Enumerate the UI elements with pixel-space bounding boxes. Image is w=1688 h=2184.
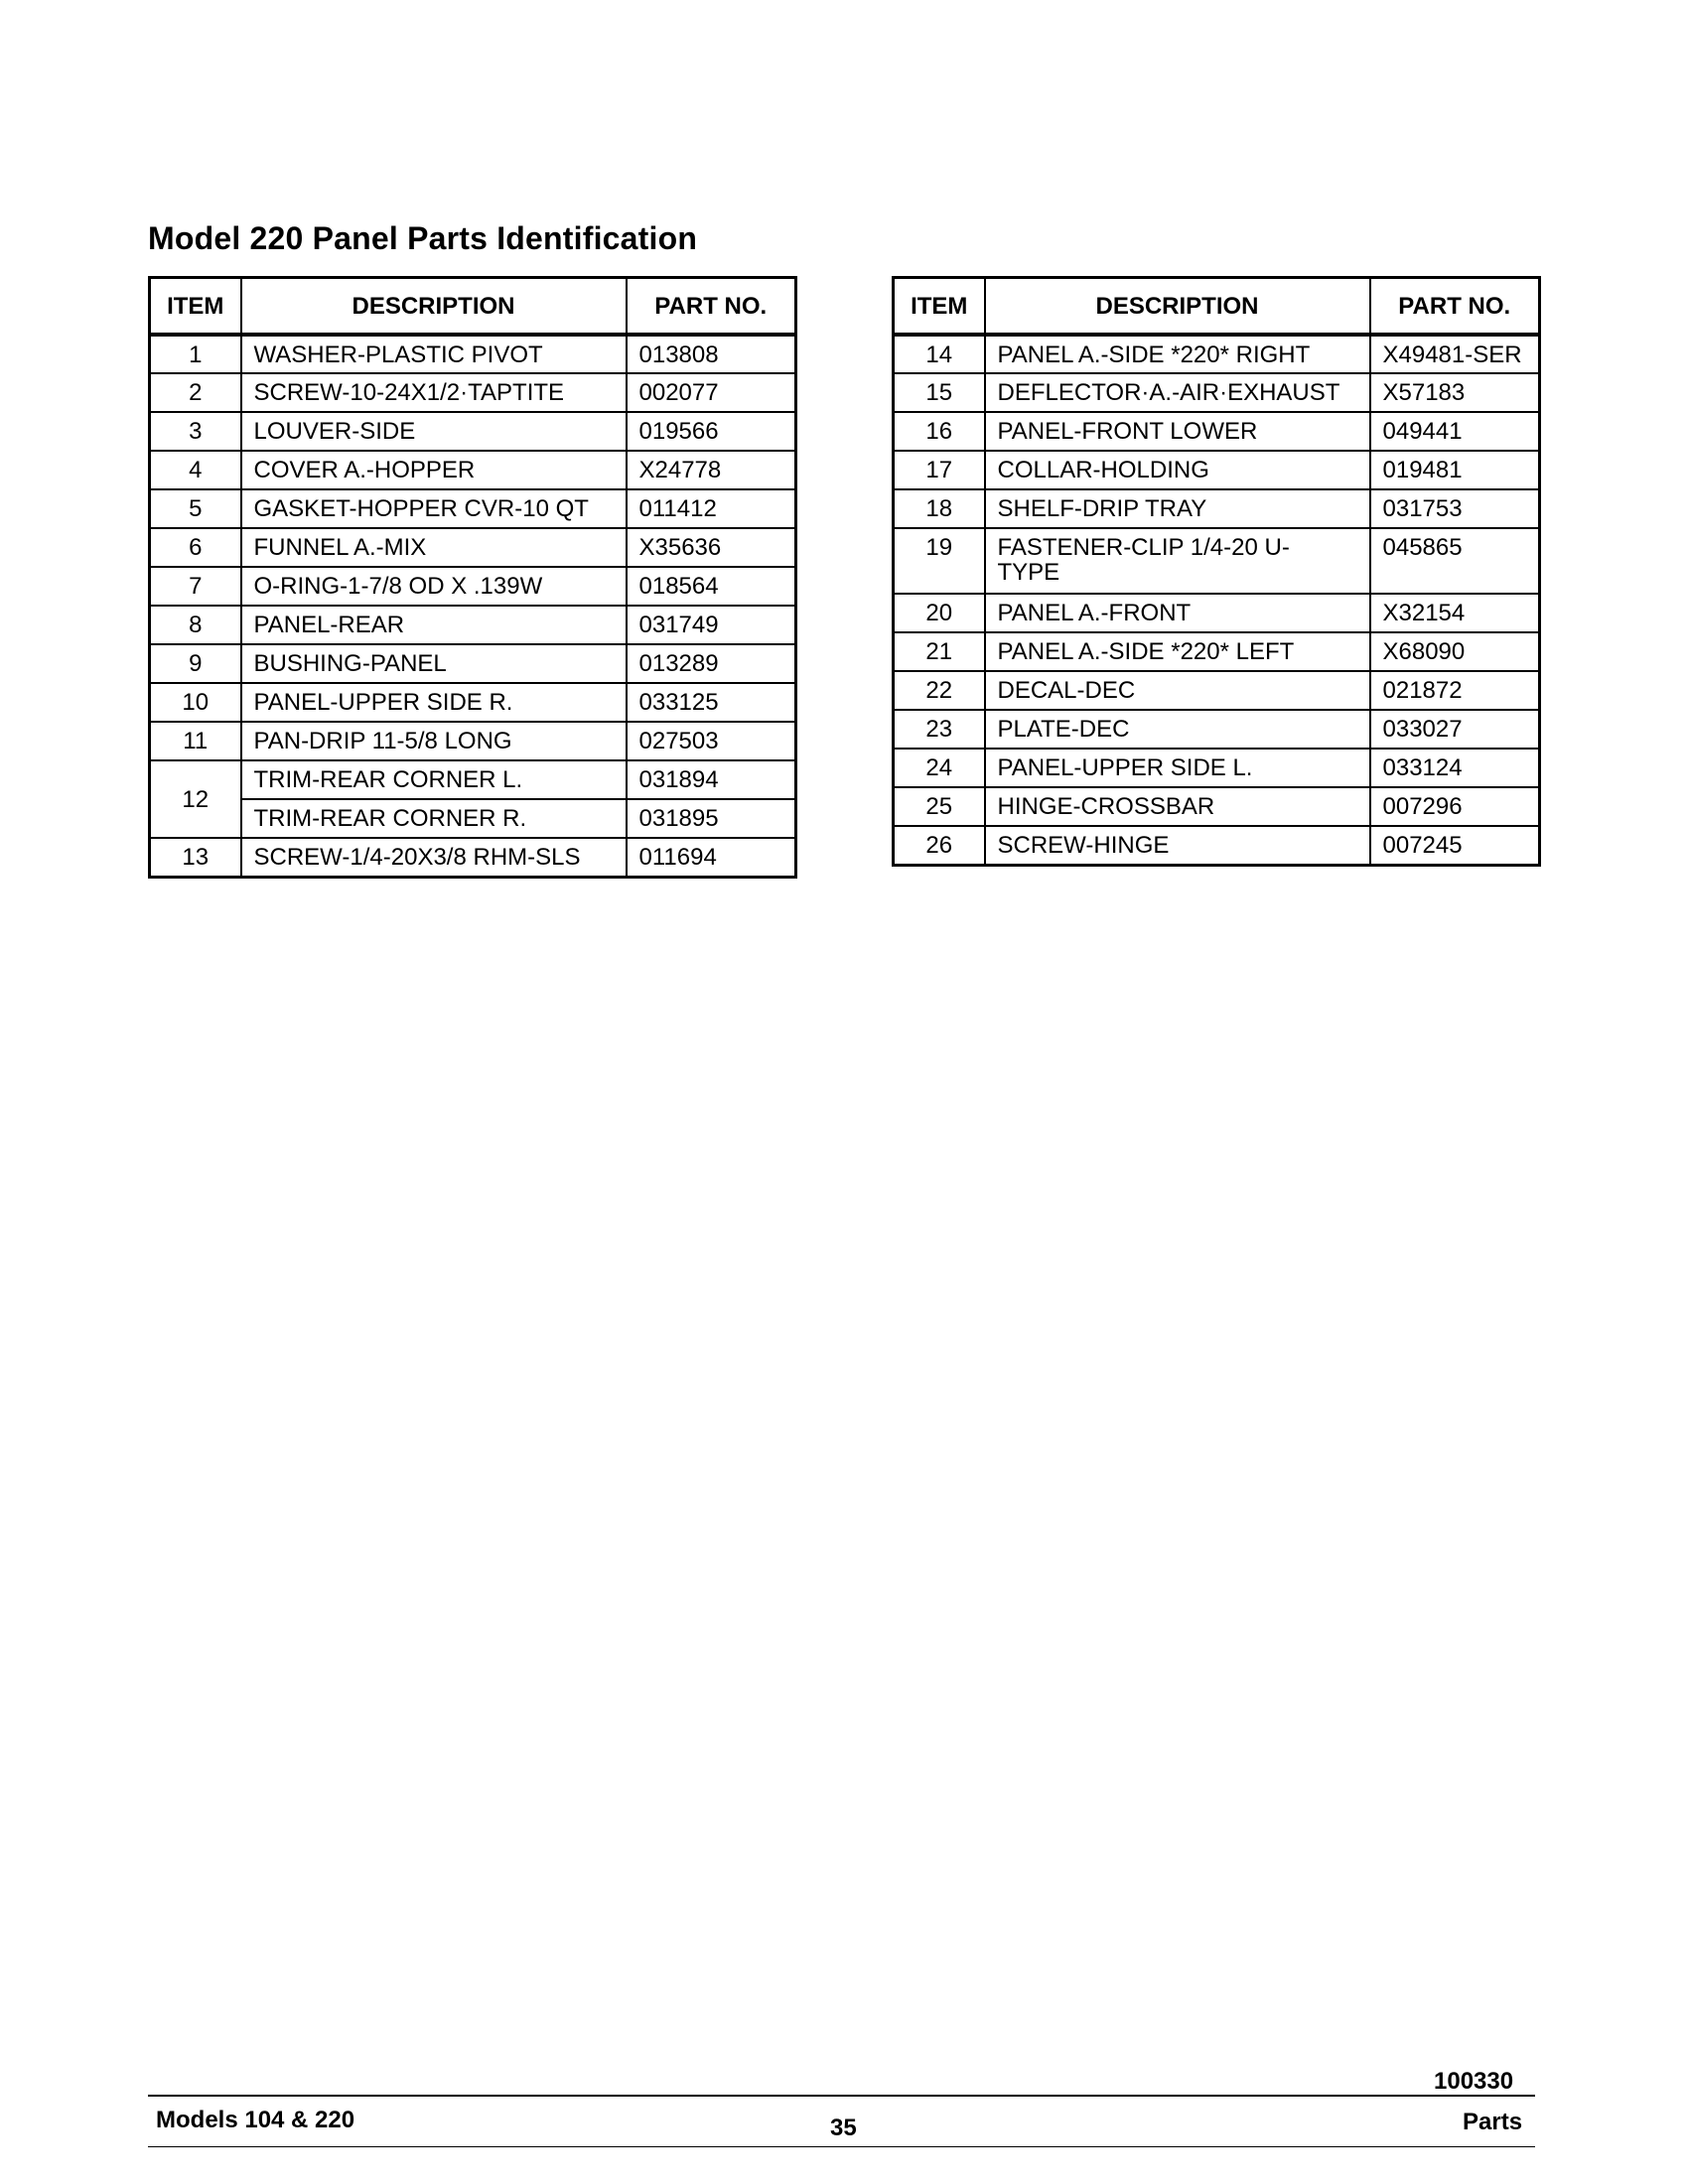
table-row xyxy=(150,373,796,412)
part-description: BUSHING-PANEL xyxy=(241,644,627,683)
part-no-column-header: PART NO. xyxy=(627,278,796,336)
part-description: WASHER-PLASTIC PIVOT xyxy=(241,335,627,373)
footer-models: Models 104 & 220 xyxy=(156,2107,355,2133)
item-number: 14 xyxy=(894,335,985,373)
part-number: 033027 xyxy=(1370,710,1540,749)
item-number: 11 xyxy=(150,722,241,760)
part-number: 007296 xyxy=(1370,787,1540,826)
table-row xyxy=(894,826,1540,865)
part-description: PANEL-REAR xyxy=(241,606,627,644)
part-description: GASKET-HOPPER CVR-10 QT xyxy=(241,489,627,528)
item-number: 3 xyxy=(150,412,241,451)
part-number: 049441 xyxy=(1370,412,1540,451)
part-description: HINGE-CROSSBAR xyxy=(985,787,1370,826)
table-row xyxy=(894,632,1540,671)
part-number: X32154 xyxy=(1370,594,1540,632)
item-number: 12 xyxy=(150,760,241,838)
part-description: PANEL A.-SIDE *220* RIGHT xyxy=(985,335,1370,373)
table-row xyxy=(150,567,796,606)
part-description: PLATE-DEC xyxy=(985,710,1370,749)
table-row xyxy=(150,451,796,489)
part-description: DECAL-DEC xyxy=(985,671,1370,710)
table-row xyxy=(150,335,796,373)
item-number: 25 xyxy=(894,787,985,826)
item-number: 9 xyxy=(150,644,241,683)
footer-section: Parts xyxy=(1463,2109,1523,2135)
item-number: 6 xyxy=(150,528,241,567)
part-number: 007245 xyxy=(1370,826,1540,865)
part-number: 033125 xyxy=(627,683,796,722)
item-number: 17 xyxy=(894,451,985,489)
part-number: 019481 xyxy=(1370,451,1540,489)
part-description: FUNNEL A.-MIX xyxy=(241,528,627,567)
part-number: X68090 xyxy=(1370,632,1540,671)
table-row xyxy=(150,838,796,877)
footer-doc-number: 100330 xyxy=(1434,2068,1514,2095)
description-column-header: DESCRIPTION xyxy=(985,278,1370,336)
part-description: COVER A.-HOPPER xyxy=(241,451,627,489)
parts-table-left xyxy=(148,276,797,879)
part-number: X49481-SER xyxy=(1370,335,1540,373)
table-row xyxy=(150,412,796,451)
part-description: DEFLECTOR·A.-AIR·EXHAUST xyxy=(985,373,1370,412)
part-description: TRIM-REAR CORNER R. xyxy=(241,799,627,838)
item-number: 7 xyxy=(150,567,241,606)
part-number: 019566 xyxy=(627,412,796,451)
table-row xyxy=(894,373,1540,412)
part-number: X24778 xyxy=(627,451,796,489)
item-number: 21 xyxy=(894,632,985,671)
part-description: COLLAR-HOLDING xyxy=(985,451,1370,489)
part-description: PAN-DRIP 11-5/8 LONG xyxy=(241,722,627,760)
table-header-row xyxy=(150,278,796,336)
item-number: 13 xyxy=(150,838,241,877)
table-row xyxy=(150,644,796,683)
table-row xyxy=(894,528,1540,594)
table-row xyxy=(894,335,1540,373)
item-number: 10 xyxy=(150,683,241,722)
item-number: 23 xyxy=(894,710,985,749)
part-description: SHELF-DRIP TRAY xyxy=(985,489,1370,528)
table-row xyxy=(894,412,1540,451)
part-description: PANEL-FRONT LOWER xyxy=(985,412,1370,451)
page-title: Model 220 Panel Parts Identification xyxy=(148,220,698,256)
table-row xyxy=(150,683,796,722)
table-row xyxy=(150,799,796,838)
footer-bottom-rule xyxy=(148,2146,1535,2147)
part-number: 027503 xyxy=(627,722,796,760)
part-description: SCREW-1/4-20X3/8 RHM-SLS xyxy=(241,838,627,877)
footer-page-number: 35 xyxy=(830,2115,857,2141)
part-number: 002077 xyxy=(627,373,796,412)
item-column-header: ITEM xyxy=(150,278,241,336)
part-description: O-RING-1-7/8 OD X .139W xyxy=(241,567,627,606)
part-description: SCREW-HINGE xyxy=(985,826,1370,865)
part-description xyxy=(985,528,1370,594)
item-number: 20 xyxy=(894,594,985,632)
part-description: SCREW-10-24X1/2·TAPTITE xyxy=(241,373,627,412)
part-description: PANEL-UPPER SIDE R. xyxy=(241,683,627,722)
part-number: 011694 xyxy=(627,838,796,877)
table-header-row xyxy=(894,278,1540,336)
table-row xyxy=(150,528,796,567)
item-number: 5 xyxy=(150,489,241,528)
part-number: 031753 xyxy=(1370,489,1540,528)
part-description: PANEL A.-FRONT xyxy=(985,594,1370,632)
footer-top-rule xyxy=(148,2095,1535,2097)
item-number: 8 xyxy=(150,606,241,644)
item-number: 18 xyxy=(894,489,985,528)
part-number: 011412 xyxy=(627,489,796,528)
table-row xyxy=(894,489,1540,528)
table-row xyxy=(894,787,1540,826)
part-number: 018564 xyxy=(627,567,796,606)
part-number: 031894 xyxy=(627,760,796,799)
part-no-column-header: PART NO. xyxy=(1370,278,1540,336)
part-number: 045865 xyxy=(1370,528,1540,594)
table-row xyxy=(894,671,1540,710)
part-description: LOUVER-SIDE xyxy=(241,412,627,451)
item-number: 22 xyxy=(894,671,985,710)
table-row xyxy=(150,489,796,528)
item-number: 26 xyxy=(894,826,985,865)
part-description: PANEL A.-SIDE *220* LEFT xyxy=(985,632,1370,671)
table-row xyxy=(150,722,796,760)
item-number: 19 xyxy=(894,528,985,594)
item-number: 24 xyxy=(894,749,985,787)
description-column-header: DESCRIPTION xyxy=(241,278,627,336)
part-number: 031749 xyxy=(627,606,796,644)
table-row xyxy=(150,760,796,799)
item-number: 16 xyxy=(894,412,985,451)
table-row xyxy=(150,606,796,644)
item-number: 2 xyxy=(150,373,241,412)
part-description: PANEL-UPPER SIDE L. xyxy=(985,749,1370,787)
part-number: 021872 xyxy=(1370,671,1540,710)
table-row xyxy=(894,594,1540,632)
part-description: TRIM-REAR CORNER L. xyxy=(241,760,627,799)
parts-table-right xyxy=(892,276,1541,867)
item-number: 4 xyxy=(150,451,241,489)
part-number: 013808 xyxy=(627,335,796,373)
part-number: 013289 xyxy=(627,644,796,683)
part-number: 033124 xyxy=(1370,749,1540,787)
item-column-header: ITEM xyxy=(894,278,985,336)
item-number: 15 xyxy=(894,373,985,412)
part-description-line: FASTENER-CLIP 1/4-20 U-TYPE xyxy=(997,534,1290,586)
part-number: 031895 xyxy=(627,799,796,838)
table-row xyxy=(894,451,1540,489)
part-number: X35636 xyxy=(627,528,796,567)
item-number: 1 xyxy=(150,335,241,373)
part-number: X57183 xyxy=(1370,373,1540,412)
table-row xyxy=(894,749,1540,787)
table-row xyxy=(894,710,1540,749)
